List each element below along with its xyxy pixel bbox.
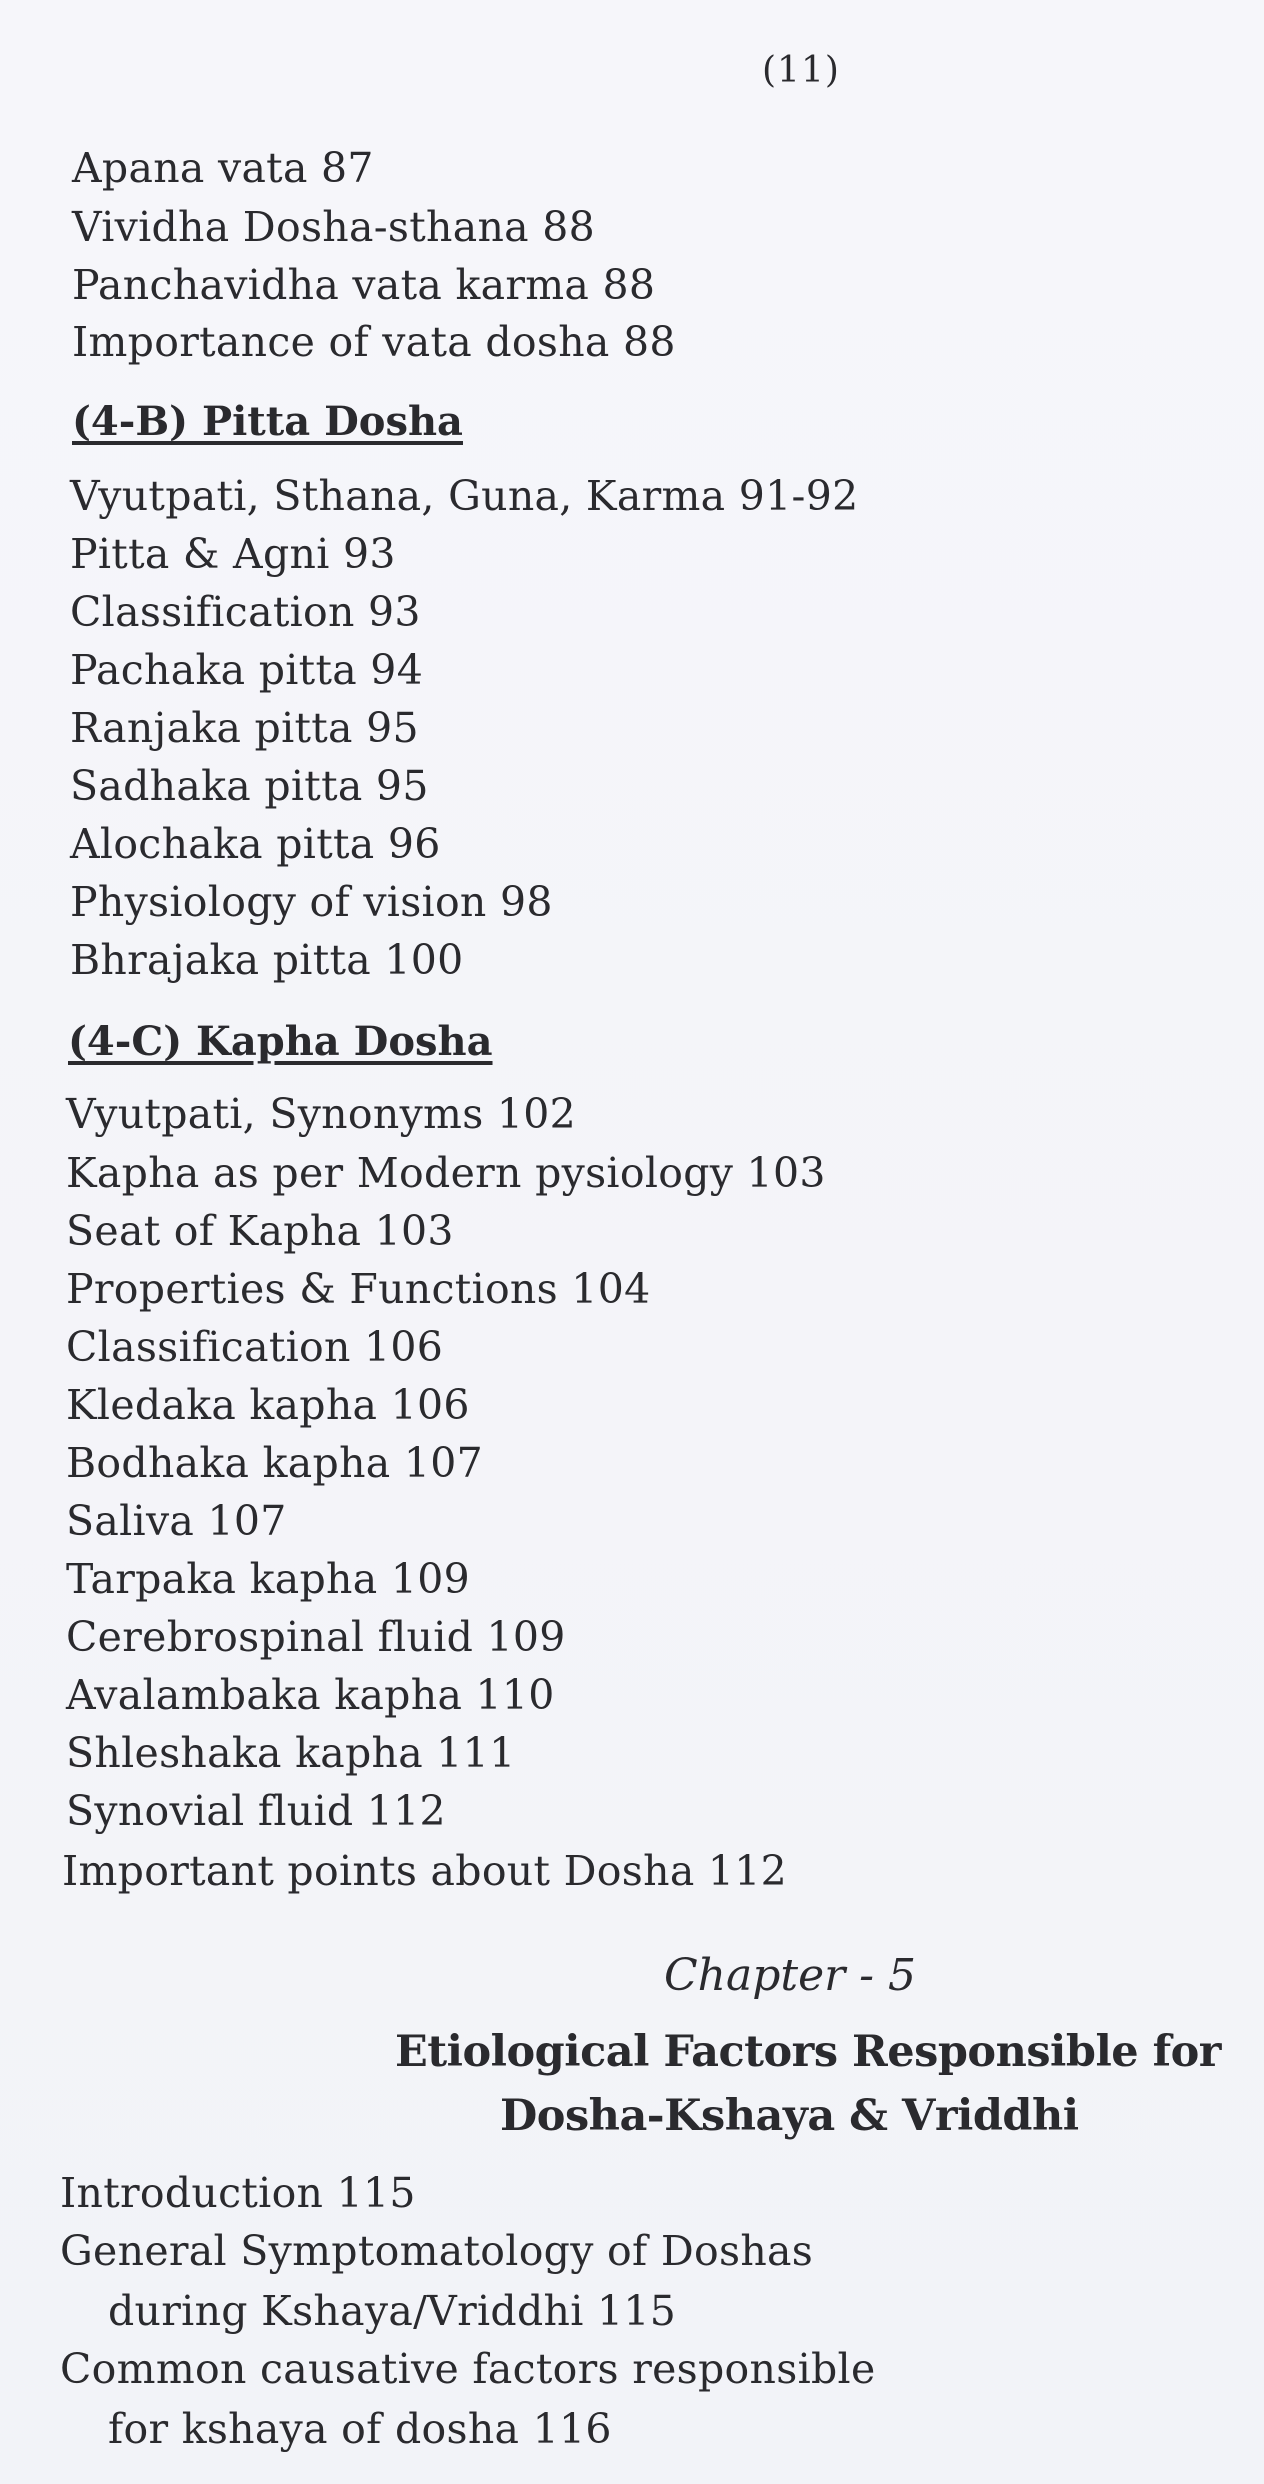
toc-entry: Importance of vata dosha 88 [72, 318, 676, 366]
toc-entry: Seat of Kapha 103 [66, 1207, 454, 1255]
toc-entry: Pitta & Agni 93 [70, 530, 396, 578]
toc-entry: Introduction 115 [60, 2169, 416, 2217]
toc-entry: Apana vata 87 [72, 144, 374, 192]
chapter-title-line2: Dosha-Kshaya & Vriddhi [500, 2091, 1079, 2141]
toc-entry: Shleshaka kapha 111 [66, 1729, 516, 1777]
toc-entry: Physiology of vision 98 [70, 878, 553, 926]
toc-entry: Saliva 107 [66, 1497, 287, 1545]
chapter-label: Chapter - 5 [664, 1950, 916, 2001]
toc-entry-continuation: for kshaya of dosha 116 [108, 2405, 612, 2453]
toc-entry: Alochaka pitta 96 [70, 820, 441, 868]
toc-entry: Ranjaka pitta 95 [70, 704, 419, 752]
toc-entry: Kapha as per Modern pysiology 103 [66, 1149, 826, 1197]
toc-entry: Pachaka pitta 94 [70, 646, 424, 694]
toc-entry: General Symptomatology of Doshas [60, 2227, 814, 2275]
toc-entry: Classification 93 [70, 588, 421, 636]
toc-entry: Tarpaka kapha 109 [66, 1555, 470, 1603]
toc-entry: Kledaka kapha 106 [66, 1381, 470, 1429]
section-heading-kapha: (4-C) Kapha Dosha [68, 1018, 493, 1065]
toc-entry: Bhrajaka pitta 100 [70, 936, 464, 984]
toc-entry: Bodhaka kapha 107 [66, 1439, 484, 1487]
toc-entry-continuation: during Kshaya/Vriddhi 115 [108, 2287, 677, 2335]
toc-entry: Panchavidha vata karma 88 [72, 261, 656, 309]
section-heading-pitta: (4-B) Pitta Dosha [72, 398, 463, 445]
toc-entry: Sadhaka pitta 95 [70, 762, 429, 810]
toc-entry: Common causative factors responsible [60, 2345, 876, 2393]
page-number: (11) [762, 50, 840, 91]
toc-entry: Important points about Dosha 112 [62, 1847, 788, 1895]
chapter-title-line1: Etiological Factors Responsible for [395, 2027, 1221, 2077]
toc-entry: Synovial fluid 112 [66, 1787, 446, 1835]
toc-entry: Classification 106 [66, 1323, 444, 1371]
toc-entry: Vyutpati, Sthana, Guna, Karma 91-92 [70, 472, 859, 520]
toc-entry: Avalambaka kapha 110 [66, 1671, 555, 1719]
toc-entry: Vyutpati, Synonyms 102 [66, 1090, 577, 1138]
toc-entry: Properties & Functions 104 [66, 1265, 651, 1313]
toc-entry: Cerebrospinal fluid 109 [66, 1613, 566, 1661]
toc-entry: Vividha Dosha-sthana 88 [72, 203, 596, 251]
